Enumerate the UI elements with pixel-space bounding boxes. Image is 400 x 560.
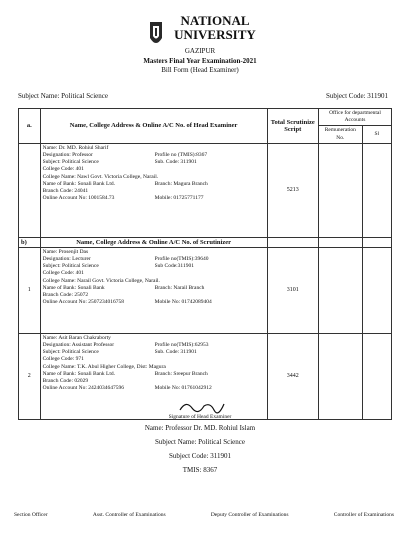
- footer-controller: Controller of Examinations: [333, 512, 394, 518]
- subject-code: Subject Code: 311901: [326, 92, 388, 100]
- subject-row: [18, 92, 388, 100]
- footer-deputy-controller: Deputy Controller of Examinations: [210, 512, 289, 518]
- head-examiner-row: [19, 143, 392, 237]
- bill-table: [18, 108, 392, 420]
- row-name: Name: Prosenjit Das: [42, 248, 89, 255]
- row-name: Name: Asit Baran Chakraborty: [42, 334, 111, 341]
- footer-asst-controller: Asst. Controller of Examinations: [92, 512, 166, 518]
- row-subcode: Sub Code:311901: [154, 263, 194, 270]
- col-remuneration: Remuneration No.: [318, 126, 362, 143]
- head-account: Online Account No: 1001584.73: [42, 195, 115, 202]
- head-mobile: Mobile: 01725771177: [154, 195, 204, 202]
- row-subject: Subject: Political Science: [42, 263, 99, 270]
- table-row: [19, 247, 392, 333]
- signature-tmis: TMIS: 8367: [182, 466, 218, 474]
- university-name: [170, 14, 260, 42]
- form-title: Bill Form (Head Examiner): [161, 66, 239, 74]
- col-a: a.: [19, 109, 41, 144]
- row-mobile: Mobile No: 01761042912: [154, 385, 212, 392]
- row-branch-code: Branch Code: 02029: [42, 378, 89, 385]
- row-designation: Designation: Assistant Professor: [42, 342, 115, 349]
- university-name-line2: UNIVERSITY: [174, 27, 256, 42]
- row-branch: Branch: Narail Branch: [154, 284, 205, 291]
- head-college-code: College Code: 401: [42, 166, 84, 173]
- row-subcode: Sub. Code: 311901: [154, 349, 197, 356]
- footer-signatories: [14, 512, 394, 518]
- scrutinizer-details: [40, 333, 267, 419]
- signature-subject: Subject Name: Political Science: [154, 438, 245, 446]
- row-profile: Profile no(TMIS):62953: [154, 342, 209, 349]
- university-name-line1: NATIONAL: [180, 13, 250, 28]
- row-total: 3442: [267, 333, 318, 419]
- signature-name: Name: Professor Dr. MD. Rohiul Islam: [144, 424, 256, 432]
- row-subject: Subject: Political Science: [42, 349, 99, 356]
- row-mobile: Mobile No: 01742089404: [154, 299, 212, 306]
- row-sl: 1: [19, 247, 41, 333]
- signature-code: Subject Code: 311901: [169, 452, 231, 460]
- row-college: College Name: Narail Govt. Victoria College, Narail.: [42, 277, 160, 284]
- signature-label: Signature of Head Examiner: [168, 414, 232, 420]
- row-bank: Name of Bank: Sonali Bank: [42, 284, 105, 291]
- table-header-row: [19, 109, 392, 126]
- row-college-code: College Code: 971: [42, 356, 84, 363]
- row-sl: 2: [19, 333, 41, 419]
- row-account: Online Account No: 2507234016758: [42, 299, 125, 306]
- head-college: College Name: Nawl Govt. Victoria College, Narail.: [42, 173, 159, 180]
- head-branch: Branch: Magura Branch: [154, 180, 208, 187]
- university-logo: [148, 20, 164, 50]
- city-line: GAZIPUR: [184, 47, 216, 55]
- row-account: Online Account No: 2424034647596: [42, 385, 125, 392]
- head-name: Name: Dr. MD. Rohiul Sharif: [42, 144, 109, 151]
- row-college: College Name: T.K. Abul Higher College, Dist: Magura: [42, 363, 166, 370]
- row-bank: Name of Bank: Sonali Bank Ltd.: [42, 370, 116, 377]
- head-subcode: Sub. Code: 311901: [154, 159, 197, 166]
- row-total: 3101: [267, 247, 318, 333]
- footer-section-officer: Section Officer: [14, 512, 48, 518]
- exam-title: Masters Final Year Examination-2021: [143, 57, 257, 65]
- subject-name: Subject Name: Political Science: [18, 92, 109, 100]
- col-total: Total Scrutinize Script: [267, 109, 318, 144]
- row-branch: Branch: Sreepur Branch: [154, 370, 208, 377]
- col-office: Office for departmental Accounts: [318, 109, 391, 126]
- signature-scribble: [176, 398, 226, 414]
- head-branch-code: Branch Code: 24041: [42, 188, 89, 195]
- col-title: Name, College Address & Online A/C No. of Head Examiner: [40, 109, 267, 144]
- head-subject: Subject: Political Science: [42, 159, 99, 166]
- head-total: 5213: [267, 143, 318, 237]
- head-profile: Profile no (TMIS):8367: [154, 152, 208, 159]
- scrutinizer-details: [40, 247, 267, 333]
- head-examiner-details: [40, 143, 267, 237]
- head-bank: Name of Bank: Sonali Bank Ltd.: [42, 180, 116, 187]
- scrutinizer-header-row: [19, 237, 392, 247]
- head-designation: Designation: Professor: [42, 152, 93, 159]
- b-label: b): [19, 237, 41, 247]
- row-college-code: College Code: 401: [42, 270, 84, 277]
- row-profile: Profile no(TMIS):39640: [154, 256, 209, 263]
- row-designation: Designation: Lecturer: [42, 256, 91, 263]
- b-title: Name, College Address & Online A/C No. of Scrutinizer: [40, 237, 267, 247]
- col-sl: Sl: [362, 126, 391, 143]
- row-branch-code: Branch Code: 25072: [42, 292, 89, 299]
